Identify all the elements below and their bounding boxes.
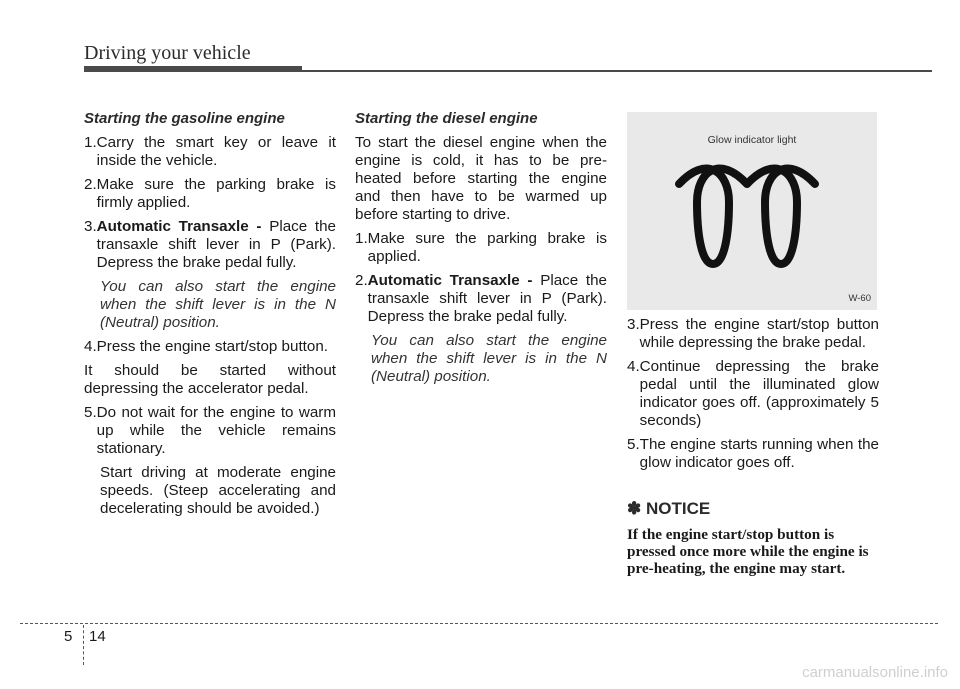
gasoline-step-2: 2. Make sure the parking brake is firmly applied. (84, 176, 336, 211)
footer-divider (83, 625, 84, 665)
gasoline-paragraph: It should be started without depressing the accelerator pedal. (84, 362, 336, 397)
diesel-intro: To start the diesel engine when the engine is cold, it has to be pre-heated before starting the engine and then have to be warmed up before starting to drive. (355, 134, 607, 223)
glow-plug-indicator-icon (667, 162, 837, 282)
watermark: carmanualsonline.info (802, 664, 948, 681)
gasoline-step-3: 3. Automatic Transaxle - Place the transaxle shift lever in P (Park). Depress the brake pedal fully. (84, 218, 336, 271)
gasoline-step-5: 5. Do not wait for the engine to warm up while the vehicle remains stationary. (84, 404, 336, 457)
gasoline-note: You can also start the engine when the shift lever is in the N (Neutral) position. (100, 278, 336, 331)
header-rule-thick (84, 66, 302, 72)
diesel-continued-column (627, 316, 879, 577)
diesel-step-5: 5. The engine starts running when the glow indicator goes off. (627, 436, 879, 471)
page-number: 14 (89, 628, 106, 645)
notice-title: ✽ NOTICE (627, 499, 711, 518)
gasoline-column (84, 110, 336, 524)
diesel-step-4: 4. Continue depressing the brake pedal until the illuminated glow indicator goes off. (approximately 5 seconds) (627, 358, 879, 429)
figure-caption: Glow indicator light (707, 134, 797, 146)
diesel-note: You can also start the engine when the shift lever is in the N (Neutral) position. (371, 332, 607, 385)
figure-code: W-60 (848, 293, 871, 304)
gasoline-step-5-extra: Start driving at moderate engine speeds. (Steep accelerating and decelerating should be avoided.) (100, 464, 336, 517)
gasoline-step-4: 4. Press the engine start/stop button. (84, 338, 328, 355)
chapter-number: 5 (64, 628, 73, 645)
diesel-column (355, 110, 607, 392)
diesel-step-1: 1. Make sure the parking brake is applied. (355, 230, 607, 265)
gasoline-step-3-keyword: Automatic Transaxle - (96, 218, 270, 235)
glow-indicator-figure (627, 112, 877, 310)
gasoline-step-1: 1. Carry the smart key or leave it inside the vehicle. (84, 134, 336, 169)
diesel-step-2-keyword: Automatic Transaxle - (367, 272, 541, 289)
diesel-step-2: 2. Automatic Transaxle - Place the transaxle shift lever in P (Park). Depress the brake pedal fully. (355, 272, 607, 325)
diesel-step-2-text: Place the transaxle shift lever in P (Park). Depress the brake pedal fully. (367, 272, 607, 325)
diesel-heading: Starting the diesel engine (355, 110, 538, 127)
notice-text: If the engine start/stop button is pressed once more while the engine is pre-heating, the engine may start. (627, 526, 869, 577)
gasoline-step-3-text: Place the transaxle shift lever in P (Park). Depress the brake pedal fully. (96, 218, 336, 271)
header-rule-thin (302, 70, 932, 72)
footer-rule (20, 623, 938, 624)
gasoline-heading: Starting the gasoline engine (84, 110, 285, 127)
section-title: Driving your vehicle (84, 42, 251, 64)
diesel-step-3: 3. Press the engine start/stop button while depressing the brake pedal. (627, 316, 879, 351)
